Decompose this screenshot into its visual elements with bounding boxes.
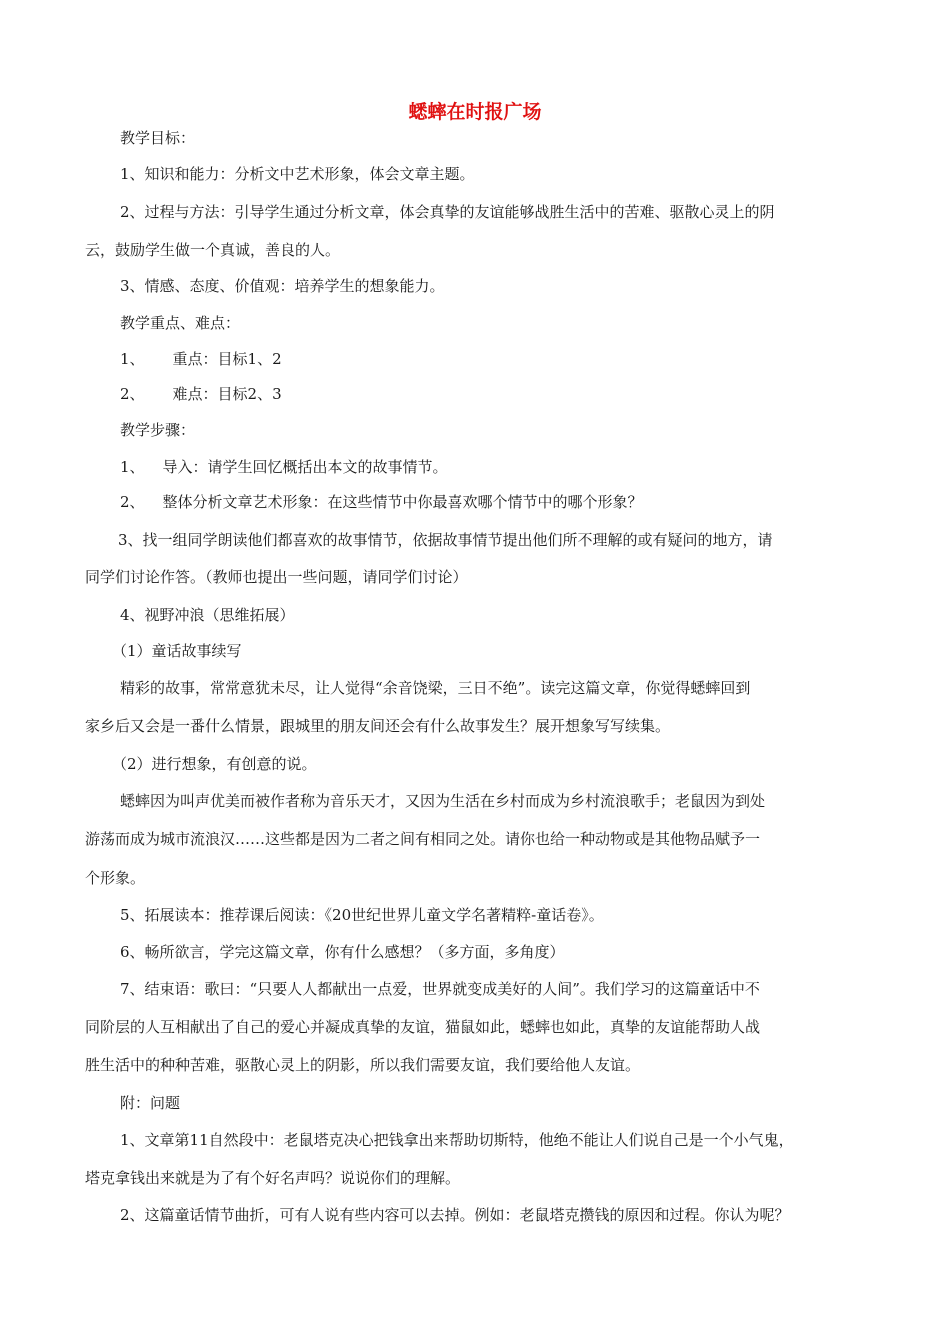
paragraph-line: 4、视野冲浪（思维拓展） xyxy=(120,606,295,624)
list-text: 难点：目标2、3 xyxy=(172,385,282,403)
list-item xyxy=(120,349,282,369)
document-title: 蟋蟀在时报广场 xyxy=(408,101,542,123)
paragraph-line: （1）童话故事续写 xyxy=(112,642,242,660)
paragraph-line: 家乡后又会是一番什么情景，跟城里的朋友间还会有什么故事发生？展开想象写写续集。 xyxy=(85,717,671,735)
section-heading-appendix: 附：问题 xyxy=(120,1094,181,1112)
paragraph-line: （2）进行想象，有创意的说。 xyxy=(112,755,317,773)
paragraph-line: 胜生活中的种种苦难，驱散心灵上的阴影，所以我们需要友谊，我们要给他人友谊。 xyxy=(85,1056,641,1074)
paragraph-line: 蟋蟀因为叫声优美而被作者称为音乐天才，又因为生活在乡村而成为乡村流浪歌手；老鼠因为到处 xyxy=(120,792,766,810)
paragraph-line: 6、畅所欲言，学完这篇文章，你有什么感想？（多方面，多角度） xyxy=(120,943,565,961)
paragraph-line: 同阶层的人互相献出了自己的爱心并凝成真挚的友谊，猫鼠如此，蟋蟀也如此，真挚的友谊能帮助人战 xyxy=(85,1018,761,1036)
list-marker: 2、 xyxy=(120,493,145,511)
paragraph-line: 1、文章第11自然段中：老鼠塔克决心把钱拿出来帮助切斯特，他绝不能让人们说自己是一个小气鬼， xyxy=(120,1131,794,1149)
paragraph-line: 1、知识和能力：分析文中艺术形象，体会文章主题。 xyxy=(120,165,475,183)
section-heading-goals: 教学目标： xyxy=(120,129,196,147)
paragraph-line: 2、过程与方法：引导学生通过分析文章，体会真挚的友谊能够战胜生活中的苦难、驱散心灵上的阴 xyxy=(120,203,775,221)
section-heading-steps: 教学步骤： xyxy=(120,421,196,439)
paragraph-line: 5、拓展读本：推荐课后阅读：《20世纪世界儿童文学名著精粹-童话卷》。 xyxy=(120,906,604,924)
paragraph-line: 塔克拿钱出来就是为了有个好名声吗？说说你们的理解。 xyxy=(85,1169,461,1187)
list-text: 整体分析文章艺术形象：在这些情节中你最喜欢哪个情节中的哪个形象？ xyxy=(162,493,643,511)
list-text: 重点：目标1、2 xyxy=(172,350,282,368)
list-text: 导入：请学生回忆概括出本文的故事情节。 xyxy=(162,458,448,476)
list-item xyxy=(120,384,282,404)
paragraph-line: 3、情感、态度、价值观：培养学生的想象能力。 xyxy=(120,277,445,295)
paragraph-line: 个形象。 xyxy=(85,869,146,887)
section-heading-focus: 教学重点、难点： xyxy=(120,314,241,332)
paragraph-line: 2、这篇童话情节曲折，可有人说有些内容可以去掉。例如：老鼠塔克攒钱的原因和过程。你认为呢？ xyxy=(120,1206,790,1224)
paragraph-line: 云，鼓励学生做一个真诚，善良的人。 xyxy=(85,241,341,259)
list-marker: 1、 xyxy=(120,458,145,476)
paragraph-line: 7、结束语：歌曰：“只要人人都献出一点爱，世界就变成美好的人间”。我们学习的这篇童话中不 xyxy=(120,980,760,998)
list-marker: 1、 xyxy=(120,350,145,368)
list-marker: 2、 xyxy=(120,385,145,403)
paragraph-line: 游荡而成为城市流浪汉……这些都是因为二者之间有相同之处。请你也给一种动物或是其他物品赋予一 xyxy=(85,830,761,848)
list-item xyxy=(120,492,643,512)
paragraph-line: 精彩的故事，常常意犹未尽，让人觉得“余音饶梁，三日不绝”。读完这篇文章，你觉得蟋蟀回到 xyxy=(120,679,751,697)
paragraph-line: 3、找一组同学朗读他们都喜欢的故事情节，依据故事情节提出他们所不理解的或有疑问的地方，请 xyxy=(118,531,773,549)
paragraph-line: 同学们讨论作答。（教师也提出一些问题，请同学们讨论） xyxy=(85,568,468,586)
list-item xyxy=(120,457,448,477)
